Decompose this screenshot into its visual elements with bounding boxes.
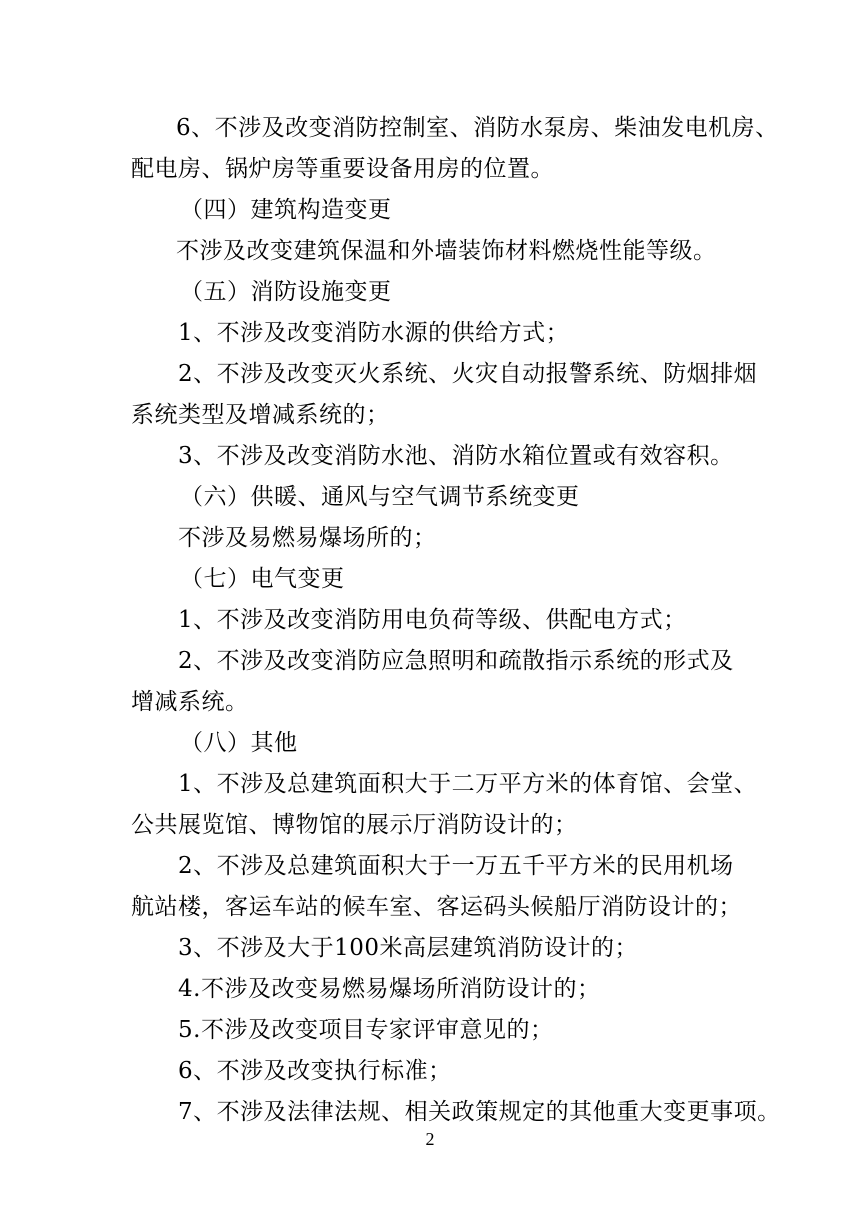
text-line: 1、不涉及改变消防水源的供给方式； [178, 320, 570, 346]
text-line: 3、不涉及大于100米高层建筑消防设计的； [178, 935, 639, 961]
text-line: 公共展览馆、博物馆的展示厅消防设计的； [131, 812, 578, 838]
text-line: 1、不涉及总建筑面积大于二万平方米的体育馆、会堂、 [178, 771, 758, 797]
text-line: 2、不涉及改变消防应急照明和疏散指示系统的形式及 [178, 648, 734, 674]
text-line: 2、不涉及总建筑面积大于一万五千平方米的民用机场 [178, 853, 734, 879]
text-line: 系统类型及增减系统的； [131, 402, 390, 428]
text-line: 1、不涉及改变消防用电负荷等级、供配电方式； [178, 607, 687, 633]
text-line: 增减系统。 [131, 689, 249, 715]
section-heading: （四）建筑构造变更 [180, 197, 392, 223]
section-heading: （六）供暖、通风与空气调节系统变更 [180, 484, 580, 510]
text-line: 4.不涉及改变易燃易爆场所消防设计的； [178, 976, 601, 1002]
section-heading: （七）电气变更 [180, 566, 345, 592]
text-line: 6、不涉及改变执行标准； [178, 1058, 452, 1084]
page-number: 2 [425, 1129, 435, 1149]
text-line: 5.不涉及改变项目专家评审意见的； [178, 1017, 554, 1043]
text-line: 配电房、锅炉房等重要设备用房的位置。 [131, 156, 554, 182]
text-line: 航站楼，客运车站的候车室、客运码头候船厅消防设计的； [131, 894, 742, 920]
section-heading: （五）消防设施变更 [180, 279, 392, 305]
text-line: 6、不涉及改变消防控制室、消防水泵房、柴油发电机房、 [176, 115, 779, 141]
text-line: 不涉及改变建筑保温和外墙装饰材料燃烧性能等级。 [176, 238, 717, 264]
text-line: 7、不涉及法律法规、相关政策规定的其他重大变更事项。 [178, 1099, 781, 1125]
text-line: 2、不涉及改变灭火系统、火灾自动报警系统、防烟排烟 [178, 361, 758, 387]
text-line: 不涉及易燃易爆场所的； [178, 525, 437, 551]
section-heading: （八）其他 [180, 730, 298, 756]
text-line: 3、不涉及改变消防水池、消防水箱位置或有效容积。 [178, 443, 734, 469]
